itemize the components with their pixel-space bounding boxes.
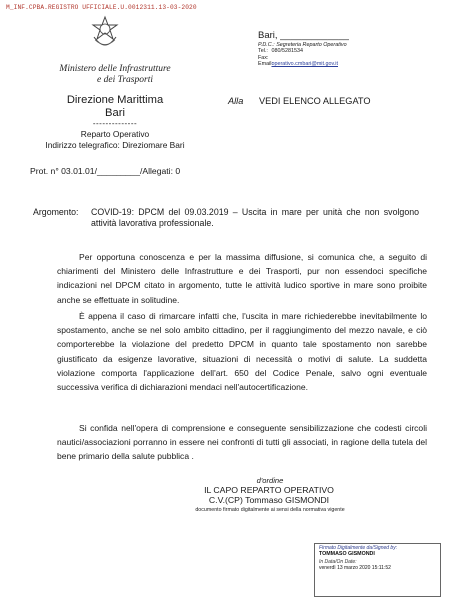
contact-email [258, 61, 448, 67]
body-paragraph-1: Per opportuna conoscenza e per la massima diffusione, si comunica che, a seguito di chiarimenti del Ministero delle Infrastrutture e dei Trasporti, pur non essendoci specifiche indicazioni nel DPCM citato in argomento, tutte le attività ludico sportive in mare sono proibite anche se effettuate in solitudine. [57, 252, 427, 305]
direzione-city: Bari [105, 107, 125, 119]
ministry-line-1: Ministero delle Infrastrutture [59, 64, 171, 74]
republic-emblem-icon [90, 15, 120, 51]
contact-block [258, 42, 448, 68]
signature-date: venerdì 13 marzo 2020 15:11:52 [319, 565, 391, 571]
digital-signature-box [314, 543, 441, 597]
separator: -------------- [92, 119, 138, 128]
ministry-line-2: e dei Trasporti [97, 75, 153, 85]
email-link[interactable]: operativo.cmbari@mit.gov.it [271, 61, 338, 68]
digital-signature-content [319, 545, 397, 571]
signature-block [195, 485, 343, 505]
recipient-prefix: Alla [228, 96, 244, 106]
telegraphic-address: Indirizzo telegrafico: Direziomare Bari [45, 140, 185, 150]
signer-title: IL CAPO REPARTO OPERATIVO [204, 485, 334, 495]
tel-value: 080/5281534 [271, 48, 303, 55]
signature-header: Firmato Digitalmente da/Signed by: [319, 545, 398, 551]
subject-label: Argomento: [33, 207, 79, 217]
subject-text: COVID-19: DPCM del 09.03.2019 – Uscita in mare per unità che non svolgono attività lavorativa professionale. [91, 207, 419, 228]
fax-label: Fax: [258, 54, 269, 61]
body-paragraph-2: È appena il caso di rimarcare infatti che, l'uscita in mare richiederebbe inevitabilmente lo spostamento, anche se nel solo ambito cittadino, per il raggiungimento del mezzo navale, e ciò comporterebbe la violazione del predetto DPCM in quanto tale spostamento non sarebbe giustificato da esigenze lavorative, situazioni di necessità o motivi di salute. La suddetta violazione comporta l'applicazione dell'art. 650 del Codice Penale, salvo ogni eventuale successiva verifica di dichiarazioni mendaci nell'autocertificazione. [57, 311, 427, 393]
city-date: Bari, _____________ [258, 30, 349, 41]
recipient-text: VEDI ELENCO ALLEGATO [259, 96, 371, 106]
tel-label: Tel.: [258, 48, 268, 55]
pdc-label: P.D.C.: [258, 42, 275, 48]
signer-name: C.V.(CP) Tommaso GISMONDI [208, 495, 330, 505]
signature-date-label: In Data/On Date: [319, 559, 357, 565]
digital-signature-note: documento firmato digitalmente ai sensi della normativa vigente [195, 507, 345, 513]
signature-signer: TOMMASO GISMONDI [319, 551, 375, 557]
direzione-title: Direzione Marittima [66, 94, 164, 106]
protocol-line: Prot. n° 03.01.01/_________/Allegati: 0 [30, 166, 181, 176]
pdc-value: Segreteria Reparto Operativo [276, 42, 347, 48]
reparto-name: Reparto Operativo [80, 129, 150, 139]
direzione-block [40, 94, 190, 120]
email-label: Email: [258, 61, 273, 68]
ordine-label: d'ordine [256, 476, 284, 485]
reparto-block [30, 129, 200, 151]
ministry-name [30, 64, 200, 86]
body-paragraph-3: Si confida nell'opera di comprensione e conseguente sensibilizzazione che codesti circoli nautici/associazioni porranno in essere nei confronti di tutti gli associati, in ragione della tutela del bene primario della salute pubblica . [57, 423, 427, 462]
protocol-stamp: M_INF.CPBA.REGISTRO UFFICIALE.U.0012311.13-03-2020 [6, 4, 197, 11]
